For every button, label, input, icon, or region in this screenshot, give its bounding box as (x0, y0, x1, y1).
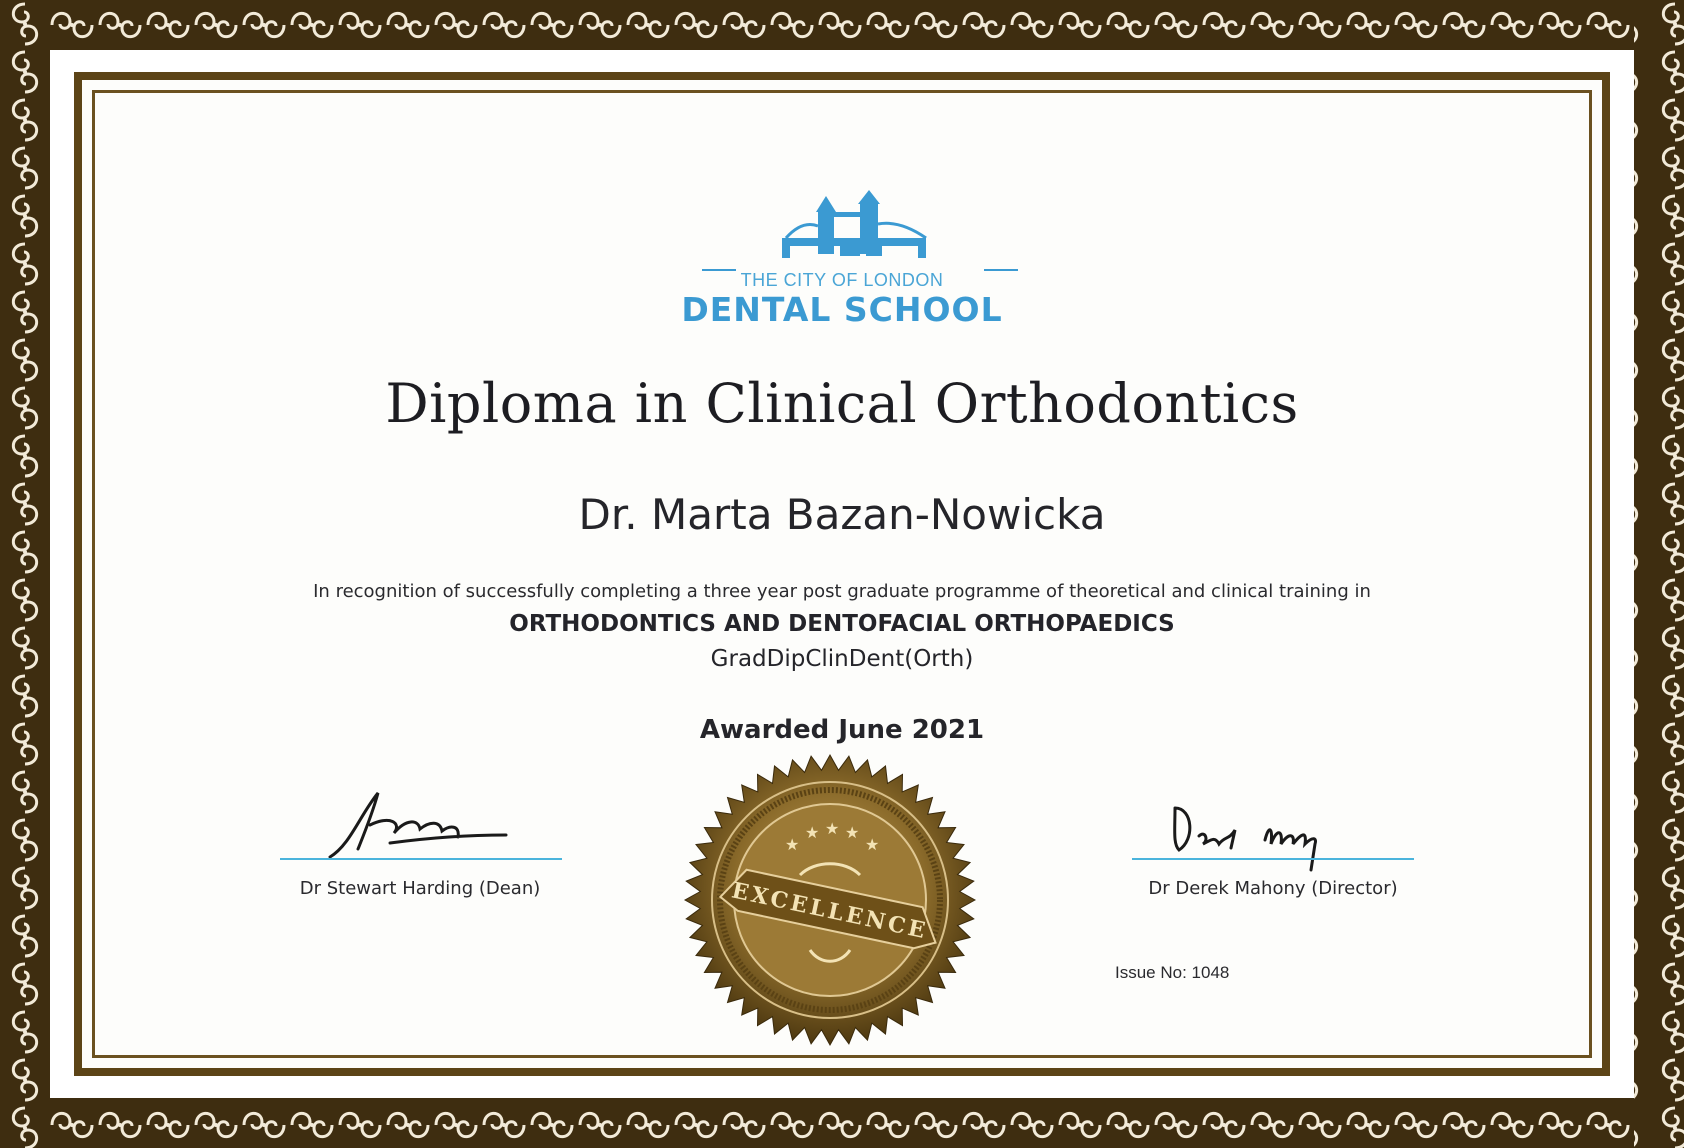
diploma-title: Diploma in Clinical Orthodontics (385, 372, 1299, 435)
qualification-code: GradDipClinDent(Orth) (710, 646, 974, 672)
school-subtitle: THE CITY OF LONDON (740, 270, 944, 290)
svg-text:★: ★ (785, 835, 800, 854)
recipient-name: Dr. Marta Bazan-Nowicka (578, 490, 1106, 539)
svg-text:★: ★ (865, 835, 880, 854)
signature-line-director (1132, 858, 1414, 860)
seal-text: EXCELLENCE (729, 877, 931, 945)
svg-text:★: ★ (845, 823, 860, 842)
awarded-date: Awarded June 2021 (699, 715, 985, 745)
signature-dean (310, 785, 520, 865)
issue-number: Issue No: 1048 (1115, 963, 1230, 982)
recognition-text: In recognition of successfully completing a three year post graduate programme of theoretical and clinical training in (313, 581, 1371, 602)
programme-name: ORTHODONTICS AND DENTOFACIAL ORTHOPAEDICS (509, 611, 1175, 637)
signature-director (1165, 800, 1365, 880)
signatory-dean: Dr Stewart Harding (Dean) (299, 878, 541, 899)
excellence-seal (680, 750, 980, 1050)
school-name: DENTAL SCHOOL (681, 290, 1003, 329)
svg-text:★: ★ (805, 823, 820, 842)
signature-line-dean (280, 858, 562, 860)
signatory-director: Dr Derek Mahony (Director) (1148, 878, 1398, 899)
svg-text:★: ★ (825, 819, 840, 838)
